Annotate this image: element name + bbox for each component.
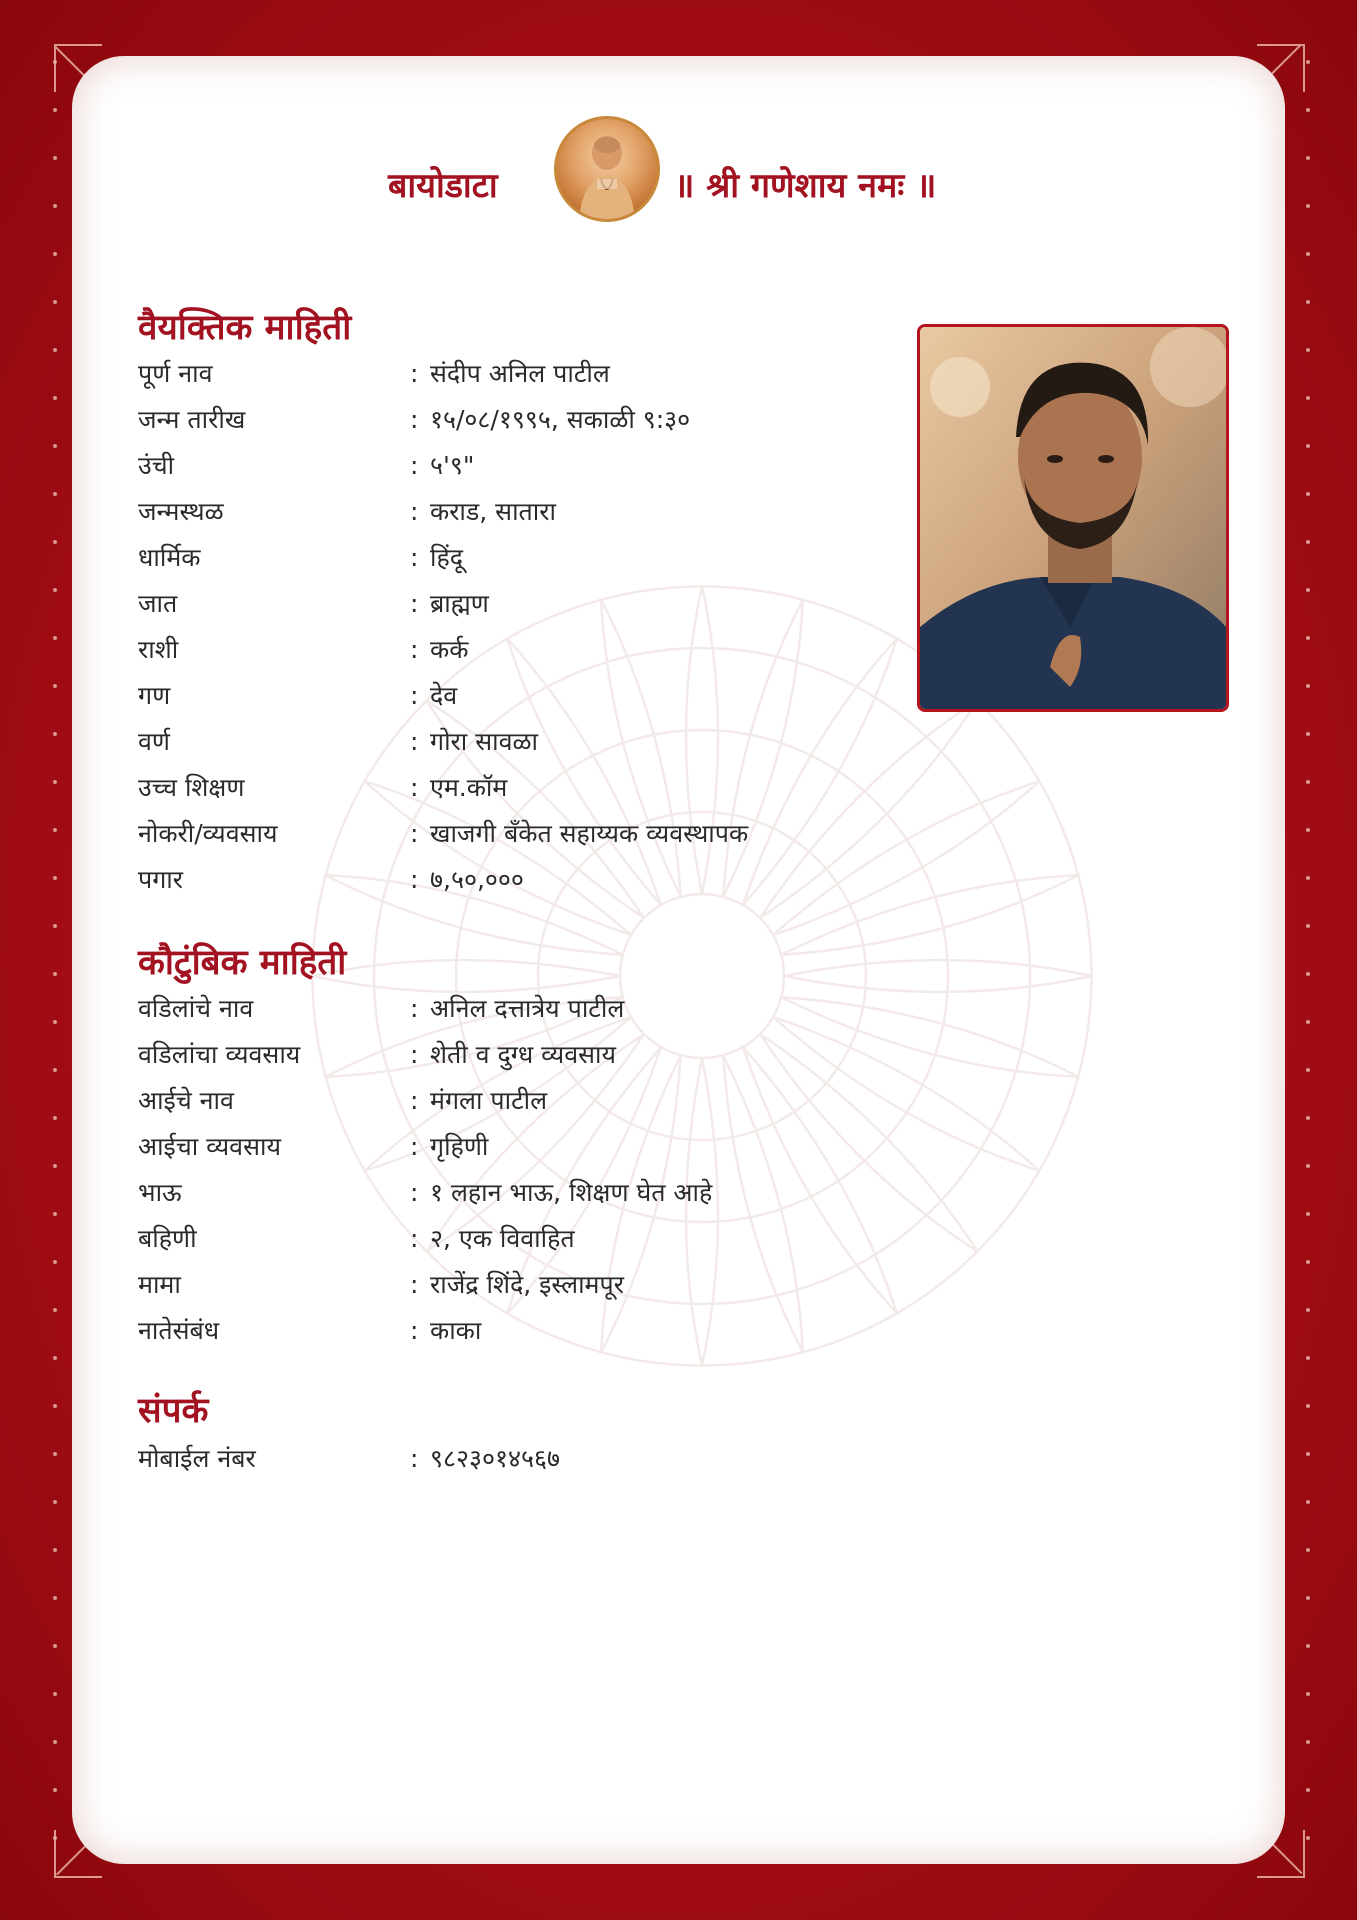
separator-colon: : xyxy=(410,543,419,572)
border-dot xyxy=(1306,828,1310,832)
family-info-value: २, एक विवाहित xyxy=(430,1224,575,1253)
border-dot xyxy=(53,1596,57,1600)
personal-info-value: ७,५०,००० xyxy=(430,865,524,894)
border-dot xyxy=(1306,252,1310,256)
family-info-value: काका xyxy=(430,1316,482,1345)
border-dot xyxy=(53,1260,57,1264)
family-info-value: राजेंद्र शिंदे, इस्लामपूर xyxy=(430,1270,624,1299)
separator-colon: : xyxy=(410,451,419,480)
left-dot-border xyxy=(52,60,58,1860)
family-info-value: १ लहान भाऊ, शिक्षण घेत आहे xyxy=(430,1178,713,1207)
family-info-label: नातेसंबंध xyxy=(138,1316,220,1345)
personal-info-row xyxy=(138,627,878,673)
border-dot xyxy=(1306,348,1310,352)
personal-info-row xyxy=(138,719,878,765)
border-dot xyxy=(53,1356,57,1360)
personal-info-value: कर्क xyxy=(430,635,469,664)
border-dot xyxy=(53,1548,57,1552)
border-dot xyxy=(53,204,57,208)
personal-info-label: पगार xyxy=(138,865,183,894)
border-dot xyxy=(53,108,57,112)
family-info-value: अनिल दत्तात्रेय पाटील xyxy=(430,994,625,1023)
separator-colon: : xyxy=(410,1224,419,1253)
border-dot xyxy=(1306,300,1310,304)
personal-info-row xyxy=(138,351,878,397)
border-dot xyxy=(53,348,57,352)
personal-info-label: वर्ण xyxy=(138,727,170,756)
border-dot xyxy=(1306,1836,1310,1840)
separator-colon: : xyxy=(410,819,419,848)
separator-colon: : xyxy=(410,1316,419,1345)
border-dot xyxy=(53,1068,57,1072)
personal-info-value: ब्राह्मण xyxy=(430,589,489,618)
border-dot xyxy=(53,156,57,160)
separator-colon: : xyxy=(410,1040,419,1069)
separator-colon: : xyxy=(410,359,419,388)
separator-colon: : xyxy=(410,681,419,710)
personal-info-row xyxy=(138,535,878,581)
border-dot xyxy=(53,1692,57,1696)
border-dot xyxy=(53,1308,57,1312)
separator-colon: : xyxy=(410,635,419,664)
biodata-title: बायोडाटा xyxy=(388,166,498,206)
border-dot xyxy=(53,396,57,400)
border-dot xyxy=(1306,1020,1310,1024)
personal-info-label: उंची xyxy=(138,451,175,480)
border-dot xyxy=(53,828,57,832)
border-dot xyxy=(1306,972,1310,976)
saint-portrait xyxy=(554,116,660,222)
personal-info-value: देव xyxy=(430,681,458,710)
border-dot xyxy=(53,540,57,544)
border-dot xyxy=(1306,444,1310,448)
border-dot xyxy=(1306,1308,1310,1312)
personal-info-value: खाजगी बँकेत सहाय्यक व्यवस्थापक xyxy=(430,819,749,848)
family-info-value: मंगला पाटील xyxy=(430,1086,548,1115)
border-dot xyxy=(1306,540,1310,544)
personal-info-value: कराड, सातारा xyxy=(430,497,556,526)
border-dot xyxy=(1306,684,1310,688)
contact-info-row xyxy=(138,1436,878,1482)
separator-colon: : xyxy=(410,589,419,618)
personal-info-row xyxy=(138,443,878,489)
family-info-value: शेती व दुग्ध व्यवसाय xyxy=(430,1040,616,1069)
personal-info-value: १५/०८/१९९५, सकाळी ९:३० xyxy=(430,405,691,434)
personal-info-value: एम.कॉम xyxy=(430,773,508,802)
separator-colon: : xyxy=(410,1086,419,1115)
family-info-label: आईचे नाव xyxy=(138,1086,234,1115)
profile-photo xyxy=(917,324,1229,712)
border-dot xyxy=(1306,492,1310,496)
separator-colon: : xyxy=(410,994,419,1023)
border-dot xyxy=(1306,1404,1310,1408)
personal-info-label: उच्च शिक्षण xyxy=(138,773,245,802)
personal-info-value: संदीप अनिल पाटील xyxy=(430,359,610,388)
personal-info-label: पूर्ण नाव xyxy=(138,359,213,388)
contact-rows xyxy=(138,1436,878,1482)
border-dot xyxy=(53,1788,57,1792)
family-info-label: वडिलांचे नाव xyxy=(138,994,254,1023)
border-dot xyxy=(1306,396,1310,400)
right-dot-border xyxy=(1305,60,1311,1860)
separator-colon: : xyxy=(410,1270,419,1299)
border-dot xyxy=(53,492,57,496)
separator-colon: : xyxy=(410,727,419,756)
border-dot xyxy=(53,1404,57,1408)
border-dot xyxy=(53,780,57,784)
border-dot xyxy=(1306,1068,1310,1072)
biodata-card xyxy=(72,56,1285,1864)
border-dot xyxy=(1306,1740,1310,1744)
border-dot xyxy=(53,1212,57,1216)
personal-info-row xyxy=(138,811,878,857)
border-dot xyxy=(1306,780,1310,784)
family-info-label: भाऊ xyxy=(138,1178,182,1207)
border-dot xyxy=(1306,1116,1310,1120)
contact-info-value: ९८२३०१४५६७ xyxy=(430,1444,561,1473)
family-info-row xyxy=(138,1170,878,1216)
border-dot xyxy=(1306,1356,1310,1360)
border-dot xyxy=(53,1740,57,1744)
personal-info-value: हिंदू xyxy=(430,543,464,572)
family-info-label: बहिणी xyxy=(138,1224,197,1253)
border-dot xyxy=(53,1116,57,1120)
personal-info-label: जात xyxy=(138,589,178,618)
family-info-label: वडिलांचा व्यवसाय xyxy=(138,1040,301,1069)
separator-colon: : xyxy=(410,865,419,894)
personal-info-row xyxy=(138,489,878,535)
contact-heading: संपर्क xyxy=(138,1391,209,1431)
personal-info-row xyxy=(138,673,878,719)
border-dot xyxy=(1306,876,1310,880)
border-dot xyxy=(1306,1548,1310,1552)
separator-colon: : xyxy=(410,773,419,802)
separator-colon: : xyxy=(410,1444,419,1473)
border-dot xyxy=(1306,60,1310,64)
border-dot xyxy=(1306,108,1310,112)
invocation-text: ॥ श्री गणेशाय नमः ॥ xyxy=(674,166,937,206)
family-info-label: आईचा व्यवसाय xyxy=(138,1132,281,1161)
separator-colon: : xyxy=(410,1178,419,1207)
border-dot xyxy=(1306,204,1310,208)
personal-info-heading: वैयक्तिक माहिती xyxy=(138,308,352,348)
border-dot xyxy=(53,588,57,592)
border-dot xyxy=(53,300,57,304)
family-info-row xyxy=(138,1124,878,1170)
border-dot xyxy=(53,684,57,688)
personal-info-value: गोरा सावळा xyxy=(430,727,538,756)
family-info-row xyxy=(138,1078,878,1124)
border-dot xyxy=(1306,156,1310,160)
family-info-row xyxy=(138,1216,878,1262)
personal-info-label: राशी xyxy=(138,635,179,664)
personal-info-label: धार्मिक xyxy=(138,543,201,572)
border-dot xyxy=(1306,636,1310,640)
separator-colon: : xyxy=(410,405,419,434)
border-dot xyxy=(53,972,57,976)
border-dot xyxy=(53,1020,57,1024)
personal-info-row xyxy=(138,397,878,443)
family-info-row xyxy=(138,1262,878,1308)
personal-info-label: जन्मस्थळ xyxy=(138,497,224,526)
border-dot xyxy=(1306,588,1310,592)
border-dot xyxy=(1306,1500,1310,1504)
separator-colon: : xyxy=(410,497,419,526)
family-info-row xyxy=(138,986,878,1032)
family-info-rows xyxy=(138,986,878,1354)
personal-info-value: ५'९" xyxy=(430,451,475,480)
border-dot xyxy=(1306,1260,1310,1264)
border-dot xyxy=(1306,732,1310,736)
separator-colon: : xyxy=(410,1132,419,1161)
border-dot xyxy=(1306,1212,1310,1216)
border-dot xyxy=(53,876,57,880)
border-dot xyxy=(1306,1644,1310,1648)
border-dot xyxy=(53,444,57,448)
personal-info-label: नोकरी/व्यवसाय xyxy=(138,819,278,848)
contact-info-label: मोबाईल नंबर xyxy=(138,1444,256,1473)
border-dot xyxy=(1306,1788,1310,1792)
family-info-row xyxy=(138,1308,878,1354)
family-info-label: मामा xyxy=(138,1270,181,1299)
border-dot xyxy=(53,1164,57,1168)
border-dot xyxy=(53,732,57,736)
personal-info-label: जन्म तारीख xyxy=(138,405,246,434)
personal-info-row xyxy=(138,581,878,627)
border-dot xyxy=(53,1452,57,1456)
border-dot xyxy=(53,252,57,256)
border-dot xyxy=(1306,1596,1310,1600)
family-info-row xyxy=(138,1032,878,1078)
personal-info-rows xyxy=(138,351,878,903)
family-info-value: गृहिणी xyxy=(430,1132,489,1161)
border-dot xyxy=(53,636,57,640)
border-dot xyxy=(1306,1692,1310,1696)
border-dot xyxy=(1306,924,1310,928)
border-dot xyxy=(53,1644,57,1648)
border-dot xyxy=(53,924,57,928)
personal-info-label: गण xyxy=(138,681,171,710)
border-dot xyxy=(53,1500,57,1504)
personal-info-row xyxy=(138,765,878,811)
family-info-heading: कौटुंबिक माहिती xyxy=(138,943,347,983)
personal-info-row xyxy=(138,857,878,903)
border-dot xyxy=(1306,1164,1310,1168)
border-dot xyxy=(1306,1452,1310,1456)
